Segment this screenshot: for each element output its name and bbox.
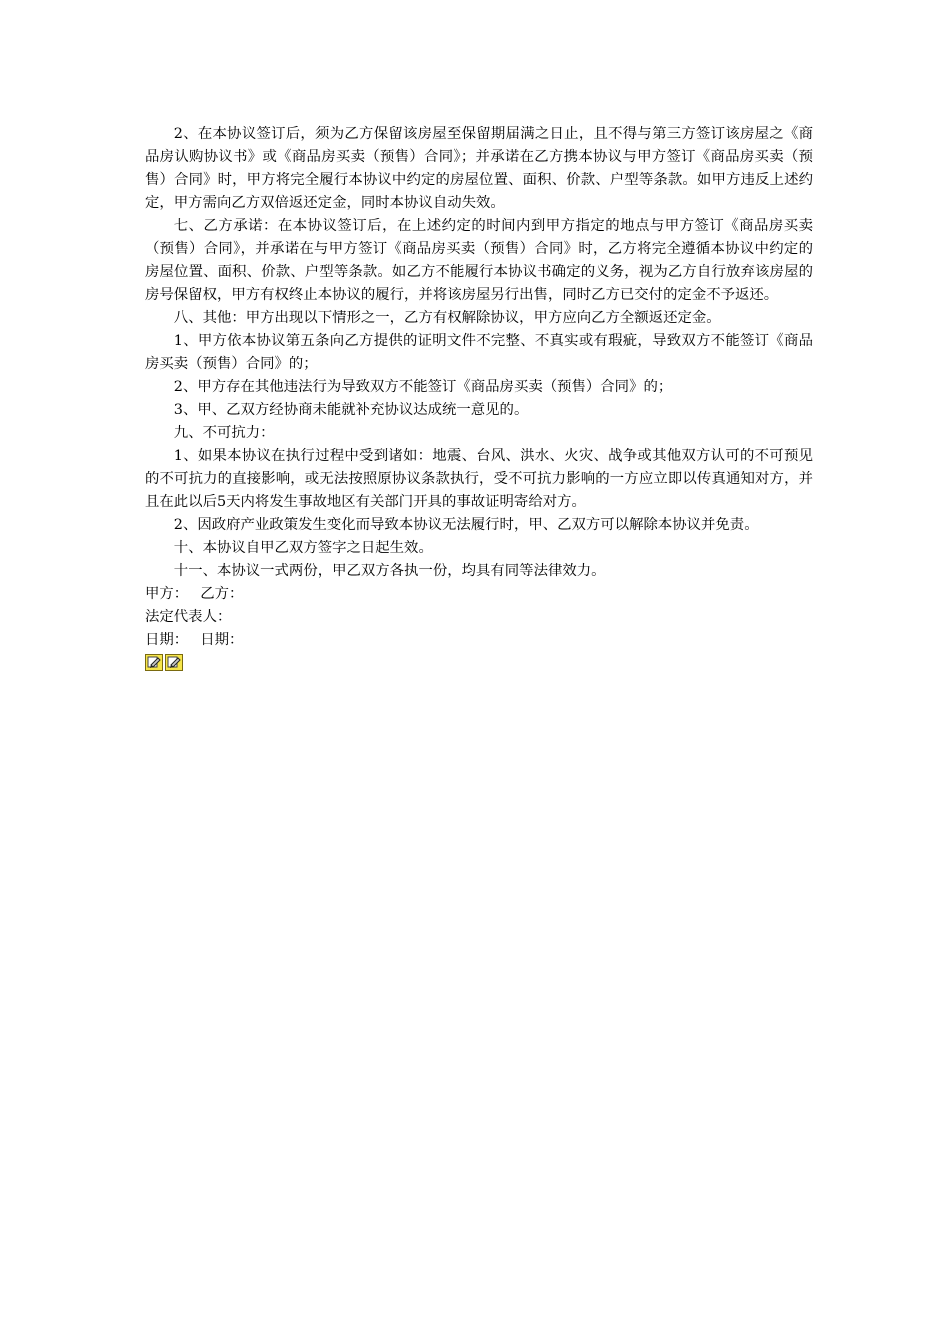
clause-paragraph-8: 八、其他：甲方出现以下情形之一，乙方有权解除协议，甲方应向乙方全额返还定金。 (173, 310, 721, 326)
signature-representative-line (145, 606, 813, 629)
clause-paragraph-8-3: 3、甲、乙双方经协商未能就补充协议达成统一意见的。 (173, 402, 529, 418)
edit-icon-group (145, 654, 813, 671)
clause-paragraph-9-1: 1、如果本协议在执行过程中受到诸如：地震、台风、洪水、火灾、战争或其他双方认可的不可预见的不可抗力的直接影响，或无法按照原协议条款执行，受不可抗力影响的一方应立即以传真通知对方，并且在此以后5天内将发生事故地区有关部门开具的事故证明寄给对方。 (145, 448, 813, 510)
clause-paragraph-11: 十一、本协议一式两份，甲乙双方各执一份，均具有同等法律效力。 (173, 563, 606, 579)
date-b-label: 日期： (200, 632, 244, 648)
clause-paragraph-7: 七、乙方承诺：在本协议签订后，在上述约定的时间内到甲方指定的地点与甲方签订《商品房买卖（预售）合同》，并承诺在与甲方签订《商品房买卖（预售）合同》时，乙方将完全遵循本协议中约定的房屋位置、面积、价款、户型等条款。如乙方不能履行本协议书确定的义务，视为乙方自行放弃该房屋的房号保留权，甲方有权终止本协议的履行，并将该房屋另行出售，同时乙方已交付的定金不予返还。 (145, 218, 813, 303)
party-a-label: 甲方： (145, 586, 189, 602)
pen-edit-icon[interactable] (165, 654, 183, 671)
document-page (145, 123, 813, 671)
clause-paragraph-8-1: 1、甲方依本协议第五条向乙方提供的证明文件不完整、不真实或有瑕疵，导致双方不能签订《商品房买卖（预售）合同》的； (145, 333, 813, 372)
clause-paragraph-8-2: 2、甲方存在其他违法行为导致双方不能签订《商品房买卖（预售）合同》的； (173, 379, 673, 395)
clause-paragraph-reservation: 2、在本协议签订后，须为乙方保留该房屋至保留期届满之日止，且不得与第三方签订该房屋之《商品房认购协议书》或《商品房买卖（预售）合同》；并承诺在乙方携本协议与甲方签订《商品房买卖（预售）合同》时，甲方将完全履行本协议中约定的房屋位置、面积、价款、户型等条款。如甲方违反上述约定，甲方需向乙方双倍返还定金，同时本协议自动失效。 (145, 126, 813, 211)
signature-date-line (145, 629, 813, 652)
signature-parties-line (145, 583, 813, 606)
date-a-label: 日期： (145, 632, 189, 648)
representative-label: 法定代表人： (145, 609, 232, 625)
party-b-label: 乙方： (200, 586, 244, 602)
pen-edit-icon[interactable] (145, 654, 163, 671)
clause-paragraph-9-2: 2、因政府产业政策发生变化而导致本协议无法履行时，甲、乙双方可以解除本协议并免责。 (173, 517, 759, 533)
clause-paragraph-10: 十、本协议自甲乙双方签字之日起生效。 (173, 540, 433, 556)
clause-paragraph-9: 九、不可抗力： (173, 425, 275, 441)
